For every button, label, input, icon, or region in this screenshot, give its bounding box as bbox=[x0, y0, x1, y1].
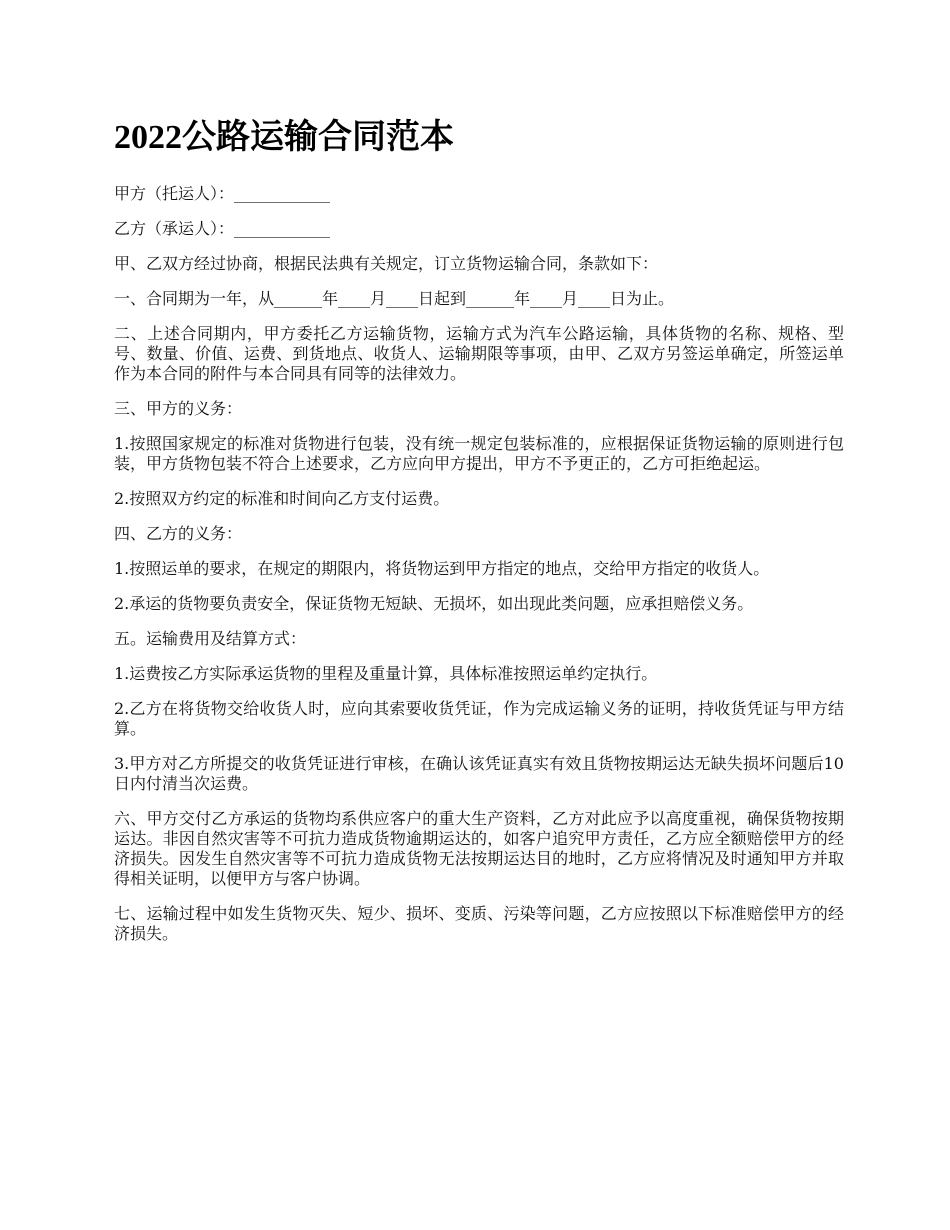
clause-4-heading: 四、乙方的义务： bbox=[114, 524, 243, 543]
clause-4-item-2: 2.承运的货物要负责安全，保证货物无短缺、无损坏，如出现此类问题，应承担赔偿义务。 bbox=[114, 594, 754, 613]
document-body bbox=[114, 184, 844, 959]
clause-1: 一、合同期为一年，从______年____月____日起到______年____月____日为止。 bbox=[114, 289, 675, 308]
clause-7: 七、运输过程中如发生货物灭失、短少、损坏、变质、污染等问题，乙方应按照以下标准赔偿甲方的经济损失。 bbox=[114, 904, 844, 943]
party-b-value: ____________ bbox=[234, 219, 331, 238]
clause-5-item-1: 1.运费按乙方实际承运货物的里程及重量计算，具体标准按照运单约定执行。 bbox=[114, 664, 658, 683]
party-b-label: 乙方（承运人）： bbox=[114, 219, 235, 238]
clause-3-item-1: 1.按照国家规定的标准对货物进行包装，没有统一规定包装标准的，应根据保证货物运输的原则进行包装，甲方货物包装不符合上述要求，乙方应向甲方提出，甲方不予更正的，乙方可拒绝起运。 bbox=[114, 434, 844, 473]
party-a-line bbox=[114, 184, 844, 204]
intro-paragraph: 甲、乙双方经过协商，根据民法典有关规定，订立货物运输合同，条款如下： bbox=[114, 254, 659, 273]
party-b-line bbox=[114, 219, 844, 239]
clause-6: 六、甲方交付乙方承运的货物均系供应客户的重大生产资料，乙方对此应予以高度重视，确保货物按期运达。非因自然灾害等不可抗力造成货物逾期运达的，如客户追究甲方责任，乙方应全额赔偿甲方的经济损失。因发生自然灾害等不可抗力造成货物无法按期运达目的地时，乙方应将情况及时通知甲方并取得相关证明，以便甲方与客户协调。 bbox=[114, 809, 844, 888]
clause-5-item-2: 2.乙方在将货物交给收货人时，应向其索要收货凭证，作为完成运输义务的证明，持收货凭证与甲方结算。 bbox=[114, 699, 844, 738]
clause-4-item-1: 1.按照运单的要求，在规定的期限内，将货物运到甲方指定的地点，交给甲方指定的收货人。 bbox=[114, 559, 770, 578]
clause-3-heading: 三、甲方的义务： bbox=[114, 399, 243, 418]
clause-3-item-2: 2.按照双方约定的标准和时间向乙方支付运费。 bbox=[114, 489, 450, 508]
party-a-value: ____________ bbox=[234, 184, 331, 203]
party-a-label: 甲方（托运人）： bbox=[114, 184, 235, 203]
clause-2: 二、上述合同期内，甲方委托乙方运输货物，运输方式为汽车公路运输，具体货物的名称、规格、型号、数量、价值、运费、到货地点、收货人、运输期限等事项，由甲、乙双方另签运单确定，所签运单作为本合同的附件与本合同具有同等的法律效力。 bbox=[114, 324, 844, 383]
clause-5-heading: 五。运输费用及结算方式： bbox=[114, 629, 307, 648]
document-title: 2022公路运输合同范本 bbox=[114, 119, 454, 156]
clause-5-item-3: 3.甲方对乙方所提交的收货凭证进行审核，在确认该凭证真实有效且货物按期运达无缺失损坏问题后10日内付清当次运费。 bbox=[114, 754, 844, 793]
